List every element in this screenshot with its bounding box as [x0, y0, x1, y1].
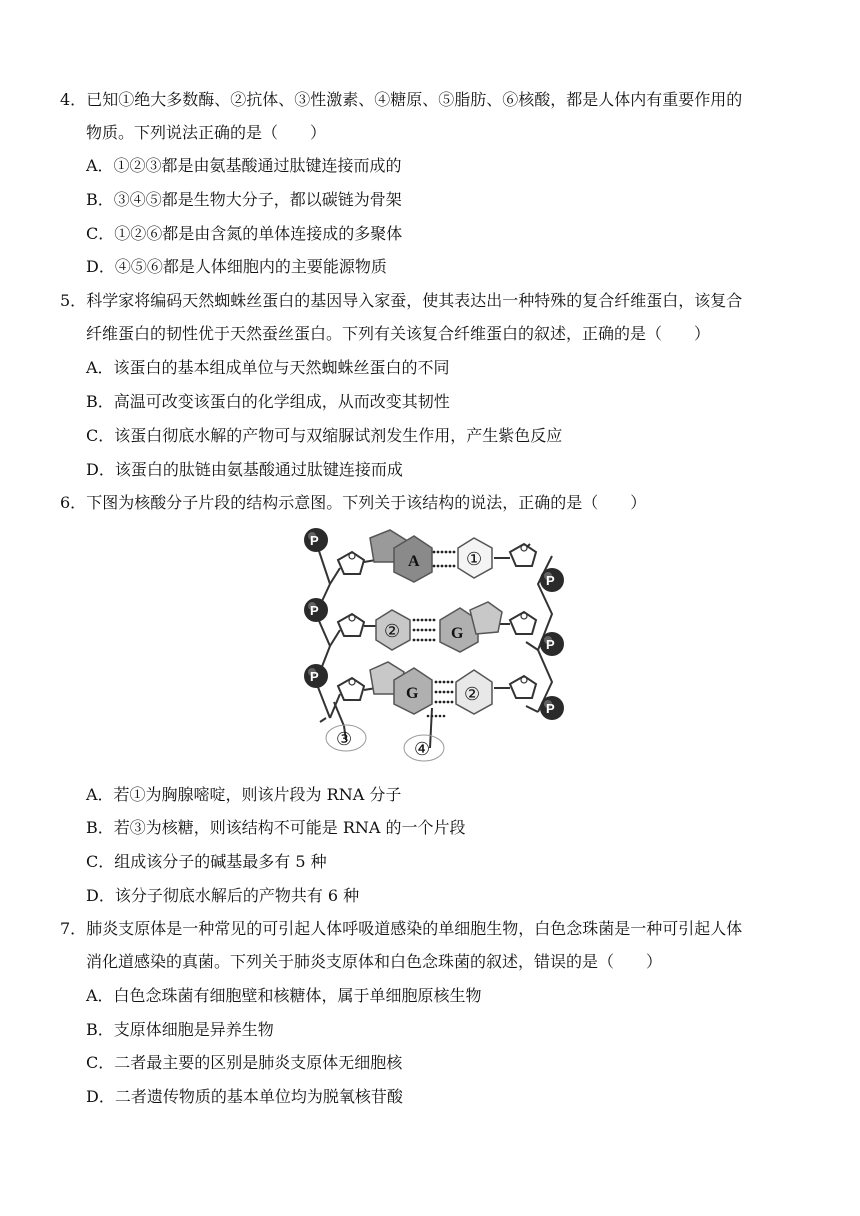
q5-option-b[interactable]: B．高温可改变该蛋白的化学组成，从而改变其韧性	[86, 392, 450, 411]
phosphate-right-2	[540, 632, 564, 656]
phosphate-right-1	[540, 568, 564, 592]
q7-option-a[interactable]: A．白色念珠菌有细胞壁和核糖体，属于单细胞原核生物	[86, 986, 482, 1005]
hydrogen-bonds-row-1	[433, 551, 456, 568]
q4-option-c[interactable]: C．①②⑥都是由含氮的单体连接成的多聚体	[86, 224, 403, 243]
q7-stem-line-2: 消化道感染的真菌。下列关于肺炎支原体和白色念珠菌的叙述，错误的是（ ）	[86, 952, 663, 971]
phosphate-left-3	[304, 664, 328, 688]
q7-option-c[interactable]: C．二者最主要的区别是肺炎支原体无细胞核	[86, 1053, 403, 1072]
base-G-right-label: G	[451, 625, 464, 642]
q5-option-d[interactable]: D．该蛋白的肽链由氨基酸通过肽键连接而成	[86, 460, 403, 479]
sugars	[338, 544, 536, 700]
nucleic-acid-figure	[290, 522, 590, 768]
q5-stem-line-1: 5．科学家将编码天然蜘蛛丝蛋白的基因导入家蚕，使其表达出一种特殊的复合纤维蛋白，该复合	[60, 291, 743, 310]
q7-stem-line-1: 7．肺炎支原体是一种常见的可引起人体呼吸道感染的单细胞生物，白色念珠菌是一种可引起人体	[60, 919, 743, 938]
q5-stem-line-2: 纤维蛋白的韧性优于天然蚕丝蛋白。下列有关该复合纤维蛋白的叙述，正确的是（ ）	[86, 324, 711, 343]
purine-five-ring-2	[470, 602, 502, 634]
q6-option-b[interactable]: B．若③为核糖，则该结构不可能是 RNA 的一个片段	[86, 818, 466, 837]
svg-text:P: P	[310, 533, 319, 548]
base-right-3-label: ②	[464, 684, 481, 705]
q4-stem-line-1: 4．已知①绝大多数酶、②抗体、③性激素、④糖原、⑤脂肪、⑥核酸，都是人体内有重要作用的	[60, 90, 743, 109]
phosphate-left-2	[304, 598, 328, 622]
q5-number: 5．	[60, 291, 87, 310]
q6-option-a[interactable]: A．若①为胸腺嘧啶，则该片段为 RNA 分子	[86, 785, 402, 804]
q7-option-b[interactable]: B．支原体细胞是异养生物	[86, 1020, 274, 1039]
svg-text:④: ④	[414, 739, 431, 760]
q4-option-a[interactable]: A．①②③都是由氨基酸通过肽键连接而成的	[86, 156, 402, 175]
q6-number: 6．	[60, 493, 87, 512]
q4-stem-line-2: 物质。下列说法正确的是（ ）	[86, 123, 327, 142]
svg-text:P: P	[546, 637, 555, 652]
phosphate-left-1	[304, 528, 328, 552]
q7-number: 7．	[60, 919, 87, 938]
q6-option-c[interactable]: C．组成该分子的碱基最多有 5 种	[86, 852, 327, 871]
q4-option-d[interactable]: D．④⑤⑥都是人体细胞内的主要能源物质	[86, 257, 387, 276]
q4-number: 4．	[60, 90, 87, 109]
base-G-left-label: G	[406, 685, 419, 702]
hydrogen-bonds-row-2	[413, 619, 436, 642]
svg-text:P: P	[310, 603, 319, 618]
svg-text:P: P	[310, 669, 319, 684]
base-pair-row-2	[376, 602, 502, 652]
q5-option-c[interactable]: C．该蛋白彻底水解的产物可与双缩脲试剂发生作用，产生紫色反应	[86, 426, 563, 445]
callout-3	[326, 725, 366, 751]
q6-stem-line-1: 6．下图为核酸分子片段的结构示意图。下列关于该结构的说法，正确的是（ ）	[60, 493, 647, 512]
callout-4	[404, 735, 444, 761]
phosphate-right-3	[540, 696, 564, 720]
base-right-1-label: ①	[466, 549, 483, 570]
svg-text:③: ③	[336, 729, 353, 750]
base-pair-row-1	[370, 530, 492, 582]
q5-option-a[interactable]: A．该蛋白的基本组成单位与天然蜘蛛丝蛋白的不同	[86, 358, 450, 377]
svg-text:P: P	[546, 701, 555, 716]
base-A-label: A	[408, 553, 420, 570]
q6-option-d[interactable]: D．该分子彻底水解后的产物共有 6 种	[86, 886, 360, 905]
q4-option-b[interactable]: B．③④⑤都是生物大分子，都以碳链为骨架	[86, 190, 402, 209]
svg-text:P: P	[546, 573, 555, 588]
base-left-2-label: ②	[384, 621, 401, 642]
q7-option-d[interactable]: D．二者遗传物质的基本单位均为脱氧核苷酸	[86, 1087, 403, 1106]
